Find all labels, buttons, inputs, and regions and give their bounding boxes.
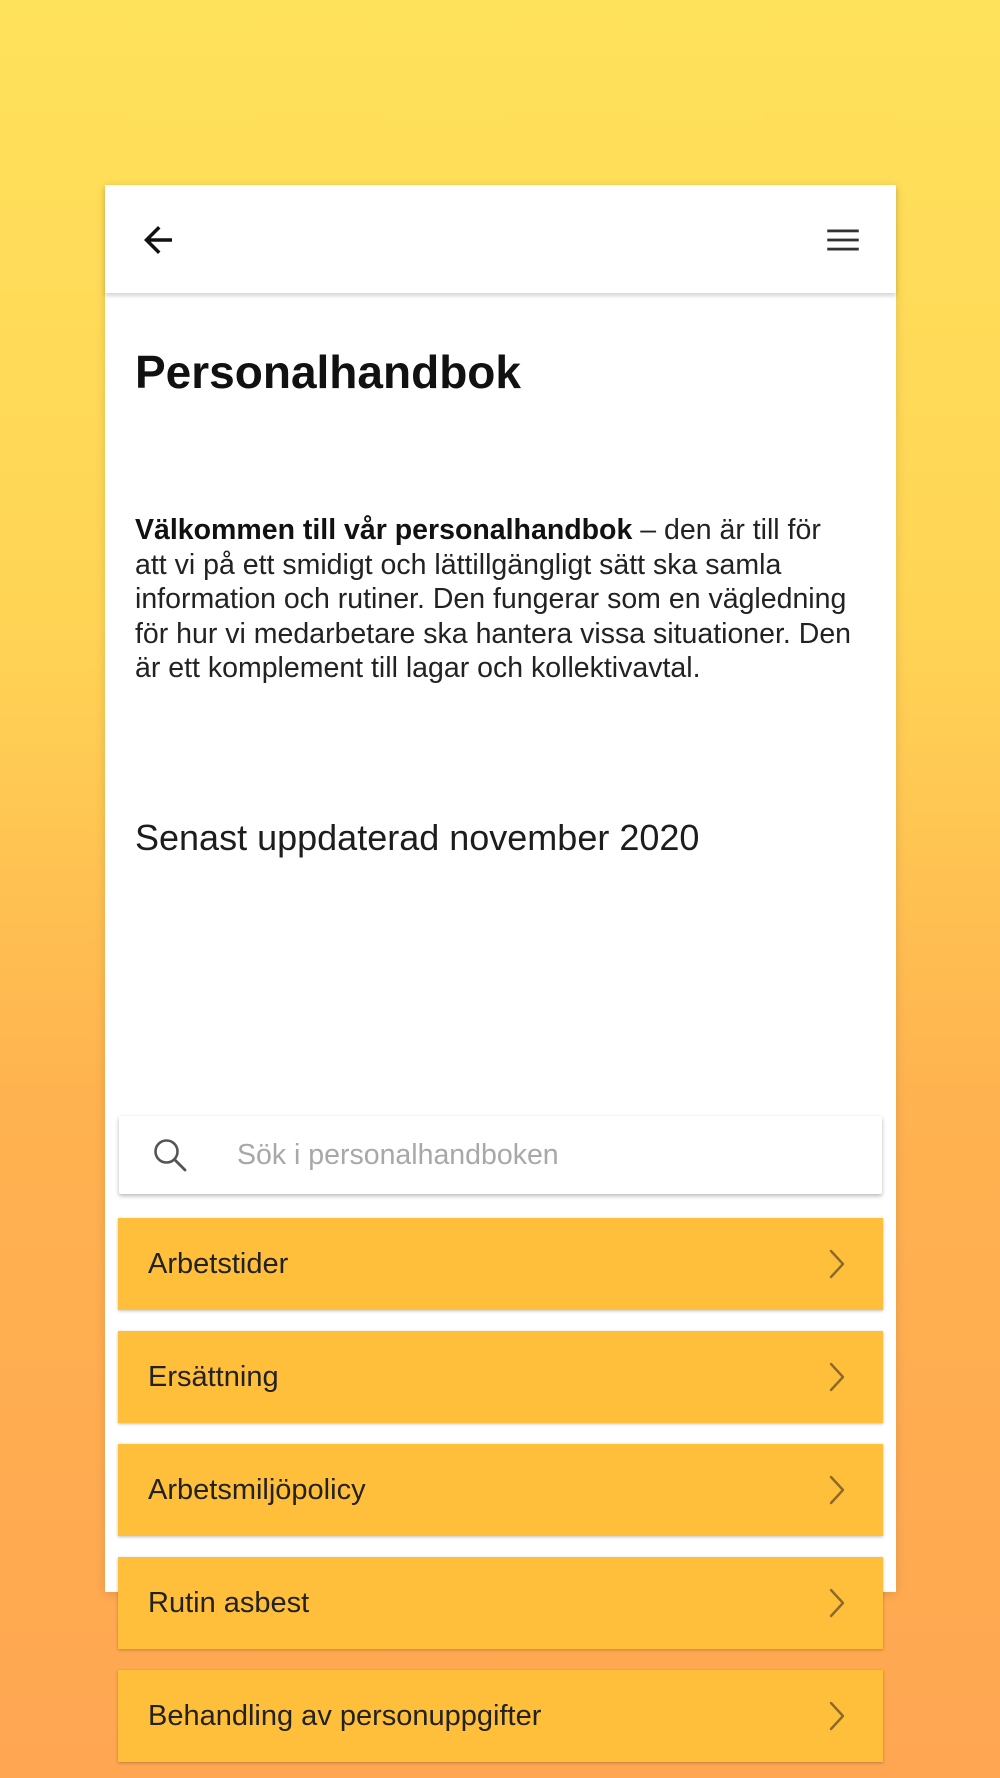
chevron-right-icon xyxy=(829,1362,845,1392)
last-updated: Senast uppdaterad november 2020 xyxy=(135,817,700,858)
section-item-arbetstider[interactable] xyxy=(118,1218,883,1310)
chevron-right-icon xyxy=(829,1588,845,1618)
handbook-card xyxy=(105,185,896,1732)
menu-button[interactable] xyxy=(822,219,864,261)
search-bar[interactable] xyxy=(119,1116,882,1194)
section-item-personuppgifter[interactable] xyxy=(118,1670,883,1762)
search-icon[interactable] xyxy=(151,1136,189,1174)
section-label: Arbetstider xyxy=(148,1248,289,1280)
back-button[interactable] xyxy=(137,219,179,261)
intro-body: – den är till för att vi på ett smidigt och lättillgängligt sätt ska samla information och rutiner. Den fungerar som en vägledning för hur vi medarbetare ska hantera vissa situationer. Den är ett komplement till lagar och kollektivavtal. xyxy=(135,514,852,684)
hamburger-menu-icon xyxy=(822,219,864,261)
app-bar xyxy=(105,185,896,293)
arrow-left-icon xyxy=(137,219,179,261)
chevron-right-icon xyxy=(829,1701,845,1731)
section-label: Rutin asbest xyxy=(148,1587,310,1619)
search-input[interactable] xyxy=(237,1116,857,1194)
intro-text xyxy=(135,513,855,686)
chevron-right-icon xyxy=(829,1249,845,1279)
section-label: Ersättning xyxy=(148,1361,279,1393)
chevron-right-icon xyxy=(829,1475,845,1505)
section-item-rutin-asbest[interactable] xyxy=(118,1557,883,1649)
section-label: Arbetsmiljöpolicy xyxy=(148,1474,366,1506)
page-title: Personalhandbok xyxy=(135,346,521,398)
section-label: Behandling av personuppgifter xyxy=(148,1700,542,1732)
intro-bold: Välkommen till vår personalhandbok xyxy=(135,514,633,546)
section-item-arbetsmiljopolicy[interactable] xyxy=(118,1444,883,1536)
section-item-ersattning[interactable] xyxy=(118,1331,883,1423)
